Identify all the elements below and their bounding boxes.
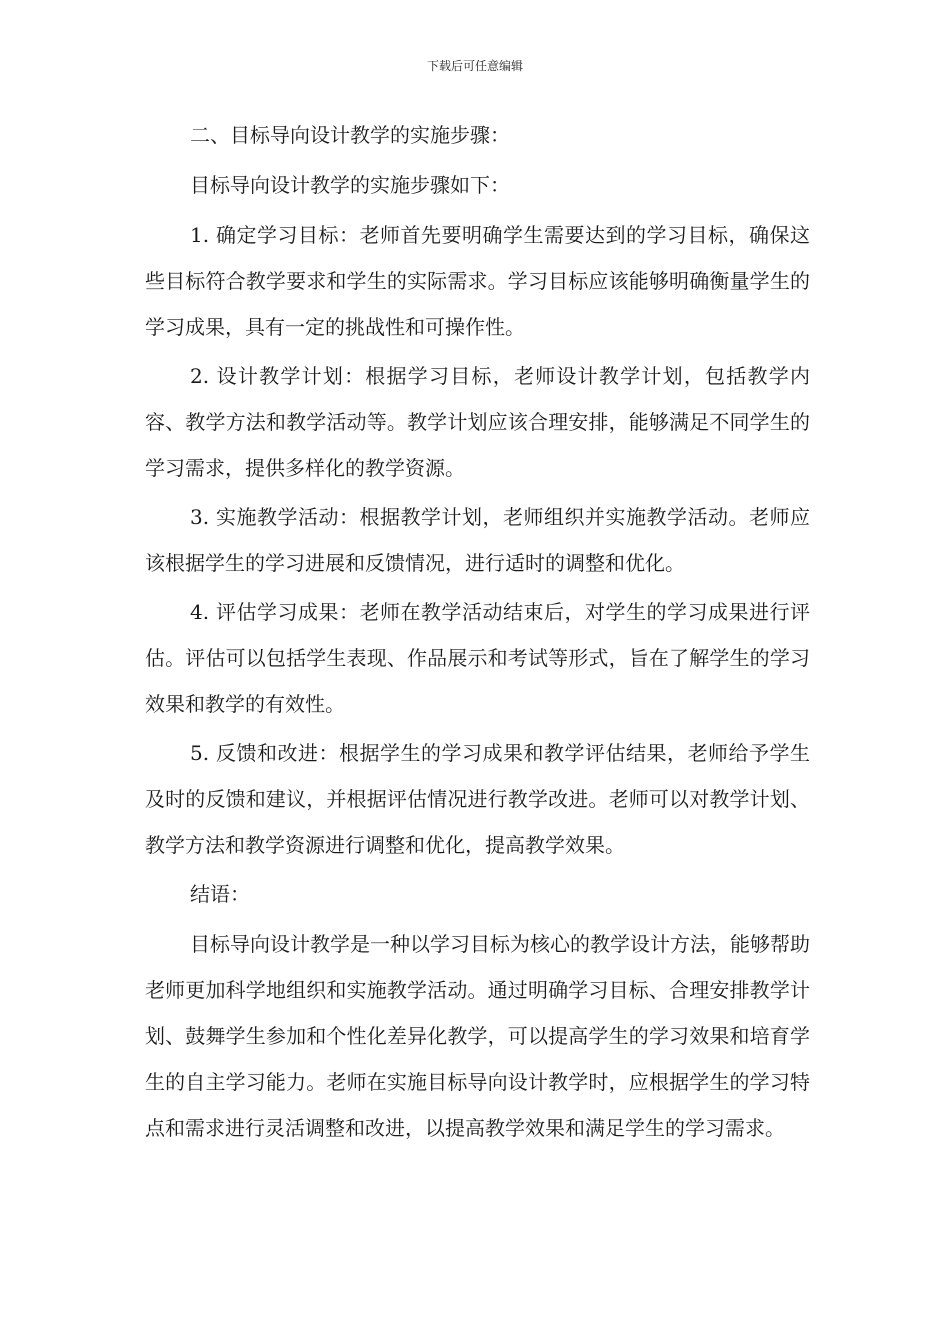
intro-paragraph: 目标导向设计教学的实施步骤如下：	[190, 173, 510, 197]
step-1-paragraph: 1. 确定学习目标：老师首先要明确学生需要达到的学习目标，确保这些目标符合教学要求和学生的实际需求。学习目标应该能够明确衡量学生的学习成果，具有一定的挑战性和可操作性。	[145, 223, 810, 339]
section-title: 二、目标导向设计教学的实施步骤：	[190, 123, 510, 147]
document-body	[145, 112, 810, 1154]
step-5-paragraph: 5. 反馈和改进：根据学生的学习成果和教学评估结果，老师给予学生及时的反馈和建议，并根据评估情况进行教学改进。老师可以对教学计划、教学方法和教学资源进行调整和优化，提高教学效果。	[145, 741, 810, 857]
page-header-note: 下载后可任意编辑	[426, 59, 523, 73]
step-4-paragraph: 4. 评估学习成果：老师在教学活动结束后，对学生的学习成果进行评估。评估可以包括学生表现、作品展示和考试等形式，旨在了解学生的学习效果和教学的有效性。	[145, 600, 810, 716]
conclusion-paragraph: 目标导向设计教学是一种以学习目标为核心的教学设计方法，能够帮助老师更加科学地组织和实施教学活动。通过明确学习目标、合理安排教学计划、鼓舞学生参加和个性化差异化教学，可以提高学生的学习效果和培育学生的自主学习能力。老师在实施目标导向设计教学时，应根据学生的学习特点和需求进行灵活调整和改进，以提高教学效果和满足学生的学习需求。	[145, 932, 810, 1140]
step-2-paragraph: 2. 设计教学计划：根据学习目标，老师设计教学计划，包括教学内容、教学方法和教学活动等。教学计划应该合理安排，能够满足不同学生的学习需求，提供多样化的教学资源。	[145, 364, 810, 480]
step-3-paragraph: 3. 实施教学活动：根据教学计划，老师组织并实施教学活动。老师应该根据学生的学习进展和反馈情况，进行适时的调整和优化。	[145, 505, 810, 575]
conclusion-title: 结语：	[190, 882, 250, 906]
